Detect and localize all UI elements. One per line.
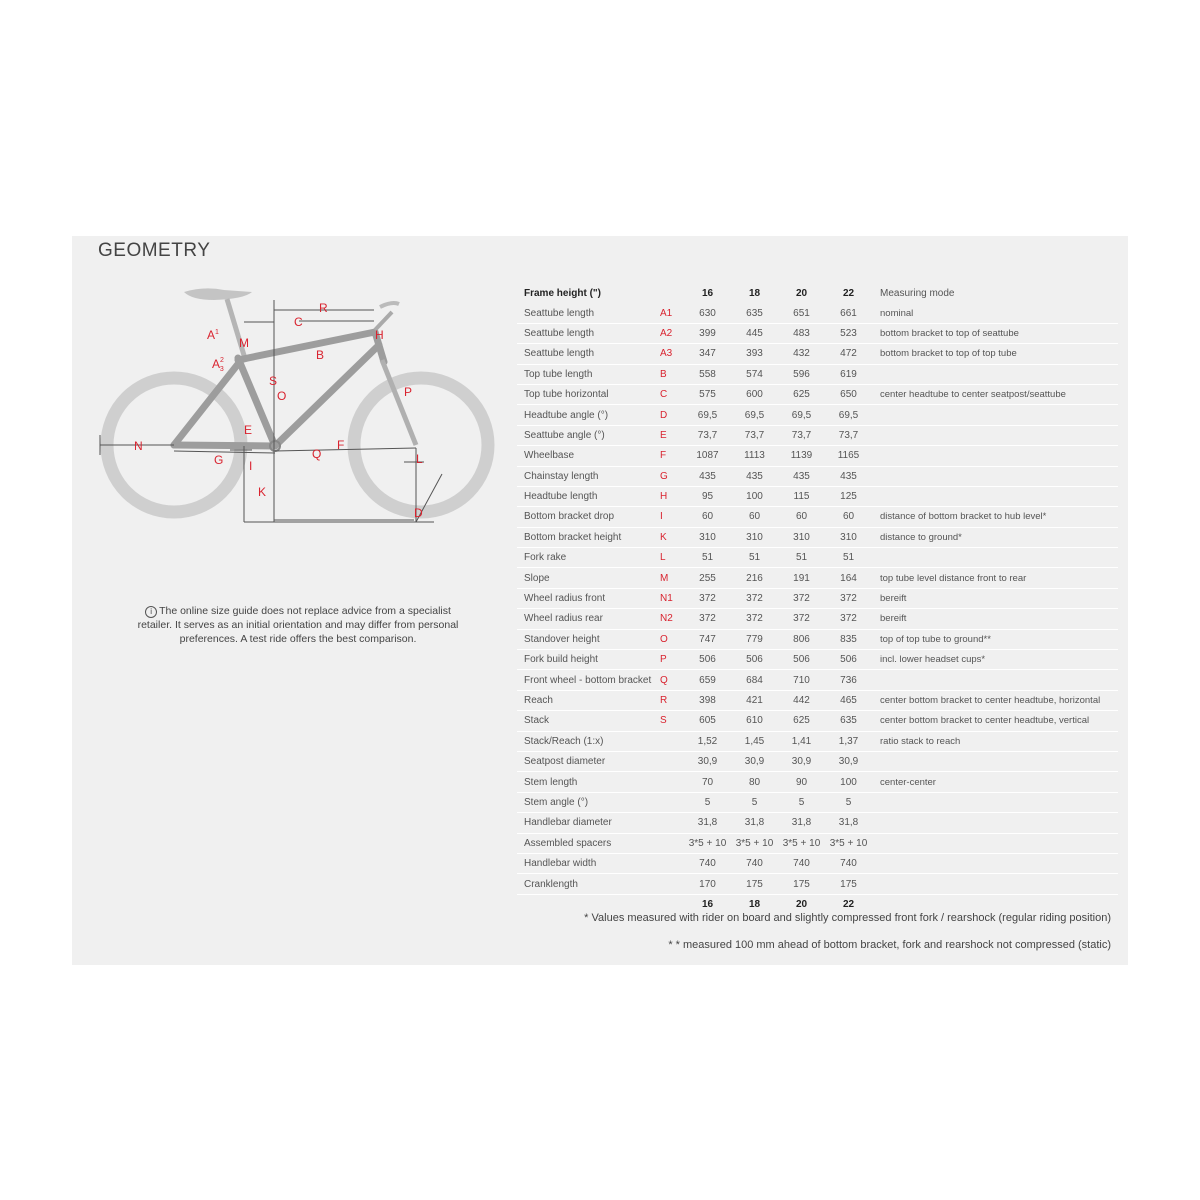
label-F: F xyxy=(337,438,345,452)
row-measuring-mode: ratio stack to reach xyxy=(872,731,1118,751)
label-A1: A xyxy=(207,328,216,342)
row-name: Wheelbase xyxy=(517,446,660,466)
row-name: Bottom bracket drop xyxy=(517,507,660,527)
label-B: B xyxy=(316,348,325,362)
row-value: 445 xyxy=(731,323,778,343)
row-value: 1087 xyxy=(684,446,731,466)
row-name: Seattube length xyxy=(517,323,660,343)
row-name: Wheel radius front xyxy=(517,588,660,608)
row-value: 650 xyxy=(825,384,872,404)
row-value: 70 xyxy=(684,772,731,792)
row-code xyxy=(660,751,684,771)
row-value: 115 xyxy=(778,486,825,506)
header-frame-height: Frame height (") xyxy=(524,288,601,300)
row-value: 51 xyxy=(825,548,872,568)
row-value: 73,7 xyxy=(778,425,825,445)
table-row xyxy=(517,833,1118,853)
row-value: 523 xyxy=(825,323,872,343)
table-row xyxy=(517,751,1118,771)
footnote-one: * Values measured with rider on board and slightly compressed front fork / rearshock (regular riding position) xyxy=(584,912,1111,924)
table-row xyxy=(517,690,1118,710)
row-value: 442 xyxy=(778,690,825,710)
table-row xyxy=(517,344,1118,364)
row-measuring-mode xyxy=(872,364,1118,384)
row-code: A3 xyxy=(660,344,684,364)
row-measuring-mode xyxy=(872,425,1118,445)
row-value: 1,52 xyxy=(684,731,731,751)
row-value: 398 xyxy=(684,690,731,710)
label-R: R xyxy=(319,301,328,315)
row-measuring-mode: top tube level distance front to rear xyxy=(872,568,1118,588)
row-value: 60 xyxy=(825,507,872,527)
row-name: Stack xyxy=(517,711,660,731)
row-value: 31,8 xyxy=(731,813,778,833)
row-name: Reach xyxy=(517,690,660,710)
row-value: 5 xyxy=(731,792,778,812)
row-value: 506 xyxy=(778,650,825,670)
front-wheel xyxy=(354,378,488,512)
footnote-two: * * measured 100 mm ahead of bottom bracket, fork and rearshock not compressed (static) xyxy=(668,939,1111,951)
row-code xyxy=(660,853,684,873)
row-value: 73,7 xyxy=(684,425,731,445)
row-measuring-mode xyxy=(872,548,1118,568)
row-value: 31,8 xyxy=(778,813,825,833)
row-value: 5 xyxy=(684,792,731,812)
row-value: 574 xyxy=(731,364,778,384)
row-value: 596 xyxy=(778,364,825,384)
label-O: O xyxy=(277,389,287,403)
row-value: 659 xyxy=(684,670,731,690)
table-row xyxy=(517,446,1118,466)
row-code xyxy=(660,833,684,853)
row-code: P xyxy=(660,650,684,670)
row-code: B xyxy=(660,364,684,384)
row-value: 125 xyxy=(825,486,872,506)
row-value: 605 xyxy=(684,711,731,731)
row-value: 432 xyxy=(778,344,825,364)
row-value: 255 xyxy=(684,568,731,588)
label-S: S xyxy=(269,374,278,388)
row-name: Stack/Reach (1:x) xyxy=(517,731,660,751)
row-measuring-mode xyxy=(872,670,1118,690)
row-measuring-mode xyxy=(872,833,1118,853)
row-measuring-mode xyxy=(872,813,1118,833)
row-value: 80 xyxy=(731,772,778,792)
svg-text:A23 xyxy=(212,357,224,373)
label-A2-sup: 2 xyxy=(220,357,224,364)
table-row xyxy=(517,384,1118,404)
row-value: 736 xyxy=(825,670,872,690)
row-value: 630 xyxy=(684,303,731,323)
row-value: 5 xyxy=(778,792,825,812)
row-value: 175 xyxy=(825,874,872,894)
row-value: 347 xyxy=(684,344,731,364)
row-measuring-mode xyxy=(872,751,1118,771)
row-code: K xyxy=(660,527,684,547)
label-D: D xyxy=(414,506,423,520)
table-row xyxy=(517,588,1118,608)
row-name: Stem length xyxy=(517,772,660,792)
row-value: 506 xyxy=(684,650,731,670)
info-icon: i xyxy=(145,606,157,618)
row-value: 31,8 xyxy=(684,813,731,833)
row-value: 483 xyxy=(778,323,825,343)
header-measuring-mode: Measuring mode xyxy=(880,288,955,300)
row-value: 435 xyxy=(825,466,872,486)
label-P: P xyxy=(404,385,413,399)
row-value: 175 xyxy=(778,874,825,894)
row-code: E xyxy=(660,425,684,445)
table-row xyxy=(517,629,1118,649)
table-row xyxy=(517,548,1118,568)
header-size: 22 xyxy=(842,288,855,300)
table-row xyxy=(517,853,1118,873)
row-value: 740 xyxy=(731,853,778,873)
row-value: 372 xyxy=(731,588,778,608)
table-row xyxy=(517,650,1118,670)
row-value: 619 xyxy=(825,364,872,384)
table-row xyxy=(517,874,1118,894)
footer-size: 18 xyxy=(748,898,761,910)
table-row xyxy=(517,609,1118,629)
row-value: 684 xyxy=(731,670,778,690)
row-value: 747 xyxy=(684,629,731,649)
row-measuring-mode xyxy=(872,446,1118,466)
row-value: 625 xyxy=(778,711,825,731)
row-value: 310 xyxy=(825,527,872,547)
label-A3-sub: 3 xyxy=(219,366,224,373)
row-value: 69,5 xyxy=(684,405,731,425)
row-name: Headtube length xyxy=(517,486,660,506)
row-measuring-mode xyxy=(872,486,1118,506)
row-code: H xyxy=(660,486,684,506)
table-row xyxy=(517,711,1118,731)
row-name: Slope xyxy=(517,568,660,588)
row-value: 635 xyxy=(731,303,778,323)
row-measuring-mode xyxy=(872,874,1118,894)
row-measuring-mode: incl. lower headset cups* xyxy=(872,650,1118,670)
row-value: 51 xyxy=(778,548,825,568)
table-row xyxy=(517,527,1118,547)
table-row xyxy=(517,323,1118,343)
row-code: I xyxy=(660,507,684,527)
row-measuring-mode xyxy=(872,466,1118,486)
row-value: 60 xyxy=(778,507,825,527)
label-Q: Q xyxy=(312,447,322,461)
row-name: Seattube length xyxy=(517,344,660,364)
row-value: 90 xyxy=(778,772,825,792)
row-value: 31,8 xyxy=(825,813,872,833)
row-value: 30,9 xyxy=(731,751,778,771)
table-row xyxy=(517,568,1118,588)
row-name: Front wheel - bottom bracket xyxy=(517,670,660,690)
row-name: Headtube angle (°) xyxy=(517,405,660,425)
row-name: Chainstay length xyxy=(517,466,660,486)
row-name: Assembled spacers xyxy=(517,833,660,853)
row-code xyxy=(660,874,684,894)
row-value: 69,5 xyxy=(825,405,872,425)
label-E: E xyxy=(244,423,253,437)
row-value: 216 xyxy=(731,568,778,588)
row-value: 3*5 + 10 xyxy=(731,833,778,853)
row-value: 435 xyxy=(731,466,778,486)
table-row xyxy=(517,425,1118,445)
row-value: 1113 xyxy=(731,446,778,466)
row-name: Seatpost diameter xyxy=(517,751,660,771)
row-value: 1139 xyxy=(778,446,825,466)
row-value: 73,7 xyxy=(731,425,778,445)
bike-geometry-diagram xyxy=(94,282,502,542)
row-value: 30,9 xyxy=(684,751,731,771)
row-value: 506 xyxy=(731,650,778,670)
row-name: Handlebar diameter xyxy=(517,813,660,833)
label-K: K xyxy=(258,485,267,499)
row-measuring-mode xyxy=(872,405,1118,425)
row-value: 399 xyxy=(684,323,731,343)
row-code xyxy=(660,792,684,812)
row-name: Seattube length xyxy=(517,303,660,323)
row-value: 175 xyxy=(731,874,778,894)
table-row xyxy=(517,670,1118,690)
page-title: GEOMETRY xyxy=(98,240,211,261)
row-code xyxy=(660,772,684,792)
row-code: N2 xyxy=(660,609,684,629)
row-value: 170 xyxy=(684,874,731,894)
row-name: Fork rake xyxy=(517,548,660,568)
row-measuring-mode: center bottom bracket to center headtube, vertical xyxy=(872,711,1118,731)
label-I: I xyxy=(249,459,253,473)
row-value: 740 xyxy=(778,853,825,873)
geometry-table xyxy=(517,284,1118,914)
row-value: 60 xyxy=(731,507,778,527)
row-value: 421 xyxy=(731,690,778,710)
label-L: L xyxy=(416,452,423,466)
row-name: Fork build height xyxy=(517,650,660,670)
footer-size: 16 xyxy=(701,898,714,910)
table-row xyxy=(517,772,1118,792)
row-measuring-mode: center headtube to center seatpost/seattube xyxy=(872,384,1118,404)
size-guide-note-text: The online size guide does not replace advice from a specialist retailer. It serves as an initial orientation and may differ from personal preferences. A test ride offers the best comparison. xyxy=(137,605,459,645)
row-code: A2 xyxy=(660,323,684,343)
table-row xyxy=(517,792,1118,812)
size-guide-note xyxy=(128,604,468,646)
row-value: 51 xyxy=(731,548,778,568)
row-name: Cranklength xyxy=(517,874,660,894)
table-row xyxy=(517,486,1118,506)
row-value: 779 xyxy=(731,629,778,649)
label-A2A3: A xyxy=(212,357,221,371)
row-value: 1,41 xyxy=(778,731,825,751)
row-value: 372 xyxy=(825,588,872,608)
row-value: 506 xyxy=(825,650,872,670)
row-value: 1,37 xyxy=(825,731,872,751)
header-size: 20 xyxy=(795,288,808,300)
table-row xyxy=(517,405,1118,425)
row-value: 635 xyxy=(825,711,872,731)
label-N: N xyxy=(134,439,143,453)
table-row xyxy=(517,303,1118,323)
row-name: Handlebar width xyxy=(517,853,660,873)
row-value: 575 xyxy=(684,384,731,404)
row-value: 191 xyxy=(778,568,825,588)
row-value: 30,9 xyxy=(778,751,825,771)
row-measuring-mode: center bottom bracket to center headtube, horizontal xyxy=(872,690,1118,710)
row-code xyxy=(660,813,684,833)
row-value: 465 xyxy=(825,690,872,710)
row-measuring-mode xyxy=(872,853,1118,873)
dimension-lines xyxy=(100,300,442,522)
row-value: 164 xyxy=(825,568,872,588)
row-code: M xyxy=(660,568,684,588)
row-value: 100 xyxy=(731,486,778,506)
row-measuring-mode: bottom bracket to top of top tube xyxy=(872,344,1118,364)
row-value: 73,7 xyxy=(825,425,872,445)
table-header-row xyxy=(517,284,1118,303)
row-value: 5 xyxy=(825,792,872,812)
row-value: 3*5 + 10 xyxy=(684,833,731,853)
table-row xyxy=(517,466,1118,486)
table-row xyxy=(517,364,1118,384)
row-value: 372 xyxy=(684,588,731,608)
row-value: 69,5 xyxy=(731,405,778,425)
row-value: 100 xyxy=(825,772,872,792)
row-value: 1165 xyxy=(825,446,872,466)
row-value: 69,5 xyxy=(778,405,825,425)
row-name: Standover height xyxy=(517,629,660,649)
row-code: S xyxy=(660,711,684,731)
row-measuring-mode: bereift xyxy=(872,588,1118,608)
row-value: 610 xyxy=(731,711,778,731)
header-size: 18 xyxy=(748,288,761,300)
svg-text:A1 xyxy=(207,328,219,342)
table-row xyxy=(517,731,1118,751)
row-value: 710 xyxy=(778,670,825,690)
row-code: Q xyxy=(660,670,684,690)
row-code: A1 xyxy=(660,303,684,323)
row-value: 310 xyxy=(684,527,731,547)
row-code: D xyxy=(660,405,684,425)
row-value: 3*5 + 10 xyxy=(778,833,825,853)
label-A1-sup: 1 xyxy=(215,329,219,336)
header-size: 16 xyxy=(701,288,714,300)
row-value: 372 xyxy=(825,609,872,629)
label-G: G xyxy=(214,453,224,467)
row-value: 835 xyxy=(825,629,872,649)
row-name: Bottom bracket height xyxy=(517,527,660,547)
row-measuring-mode: distance of bottom bracket to hub level* xyxy=(872,507,1118,527)
row-name: Wheel radius rear xyxy=(517,609,660,629)
row-code: F xyxy=(660,446,684,466)
geometry-panel xyxy=(72,236,1128,965)
row-value: 558 xyxy=(684,364,731,384)
row-measuring-mode: bottom bracket to top of seattube xyxy=(872,323,1118,343)
row-code xyxy=(660,731,684,751)
row-measuring-mode: top of top tube to ground** xyxy=(872,629,1118,649)
table-row xyxy=(517,507,1118,527)
row-code: R xyxy=(660,690,684,710)
row-measuring-mode: bereift xyxy=(872,609,1118,629)
row-value: 60 xyxy=(684,507,731,527)
row-measuring-mode: distance to ground* xyxy=(872,527,1118,547)
row-value: 372 xyxy=(684,609,731,629)
label-M: M xyxy=(239,336,249,350)
row-code: L xyxy=(660,548,684,568)
row-value: 740 xyxy=(825,853,872,873)
row-value: 740 xyxy=(684,853,731,873)
table-row xyxy=(517,813,1118,833)
row-code: O xyxy=(660,629,684,649)
row-value: 435 xyxy=(778,466,825,486)
row-value: 661 xyxy=(825,303,872,323)
row-value: 806 xyxy=(778,629,825,649)
table-body xyxy=(517,303,1118,894)
label-C: C xyxy=(294,315,303,329)
row-measuring-mode: nominal xyxy=(872,303,1118,323)
row-value: 372 xyxy=(731,609,778,629)
saddle xyxy=(184,288,252,300)
row-value: 393 xyxy=(731,344,778,364)
footer-size: 22 xyxy=(842,898,855,910)
row-value: 372 xyxy=(778,609,825,629)
row-value: 435 xyxy=(684,466,731,486)
row-code: N1 xyxy=(660,588,684,608)
row-value: 625 xyxy=(778,384,825,404)
row-value: 600 xyxy=(731,384,778,404)
row-value: 30,9 xyxy=(825,751,872,771)
row-measuring-mode: center-center xyxy=(872,772,1118,792)
row-value: 310 xyxy=(731,527,778,547)
row-value: 51 xyxy=(684,548,731,568)
row-value: 372 xyxy=(778,588,825,608)
row-name: Top tube length xyxy=(517,364,660,384)
row-value: 95 xyxy=(684,486,731,506)
row-code: C xyxy=(660,384,684,404)
footer-size: 20 xyxy=(795,898,808,910)
row-value: 651 xyxy=(778,303,825,323)
row-value: 472 xyxy=(825,344,872,364)
row-value: 1,45 xyxy=(731,731,778,751)
row-name: Top tube horizontal xyxy=(517,384,660,404)
row-code: G xyxy=(660,466,684,486)
row-value: 3*5 + 10 xyxy=(825,833,872,853)
label-H: H xyxy=(375,328,384,342)
row-name: Seattube angle (°) xyxy=(517,425,660,445)
row-value: 310 xyxy=(778,527,825,547)
row-measuring-mode xyxy=(872,792,1118,812)
row-name: Stem angle (°) xyxy=(517,792,660,812)
